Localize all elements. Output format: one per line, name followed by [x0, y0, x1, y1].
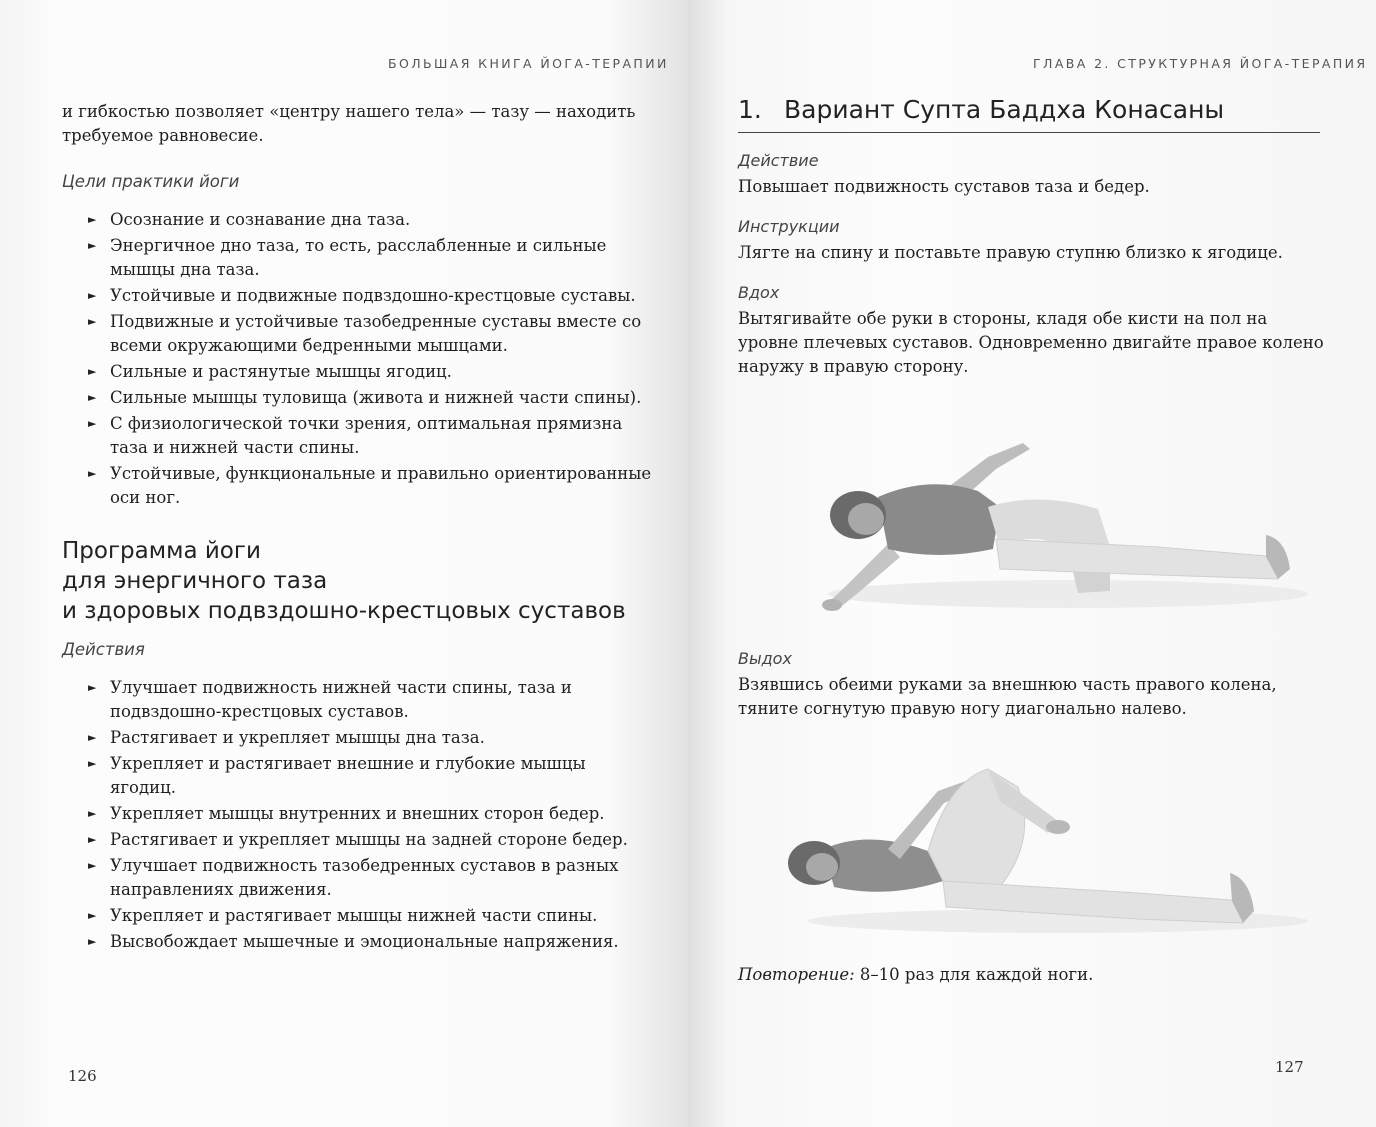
list-item: ► Улучшает подвижность нижней части спины, таза и подвздошно-крестцовых суставов.	[88, 678, 572, 721]
list-item: ► Растягивает и укрепляет мышцы на задней стороне бедер.	[110, 828, 652, 852]
bullet-icon: ►	[88, 909, 97, 922]
running-head-left: БОЛЬШАЯ КНИГА ЙОГА-ТЕРАПИИ	[388, 56, 669, 71]
bullet-icon: ►	[88, 365, 97, 378]
bullet-icon: ►	[88, 935, 97, 948]
action-heading: Действие	[738, 151, 819, 170]
bullet-icon: ►	[88, 807, 97, 820]
program-title-line-1: Программа йоги	[62, 538, 261, 564]
list-item: ► Подвижные и устойчивые тазобедренные суставы вместе со всеми окружающими бедренными мышцами.	[88, 312, 642, 355]
bullet-icon: ►	[88, 391, 97, 404]
list-item: ► Растягивает и укрепляет мышцы дна таза.	[110, 726, 652, 750]
actions-heading: Действия	[62, 640, 145, 659]
action-text: Повышает подвижность суставов таза и бедер.	[738, 177, 1150, 196]
exhale-text: Взявшись обеими руками за внешнюю часть правого колена, тяните согнутую правую ногу диагонально налево.	[738, 675, 1277, 718]
instructions-text: Лягте на спину и поставьте правую ступню близко к ягодице.	[738, 243, 1283, 262]
bullet-icon: ►	[88, 681, 97, 694]
list-item: ► Устойчивые и подвижные подвздошно-крестцовые суставы.	[110, 284, 652, 308]
left-page-body	[62, 100, 652, 956]
repetition-note	[738, 963, 1328, 987]
program-title-line-3: и здоровых подвздошно-крестцовых суставов	[62, 598, 626, 624]
yoga-pose-inhale-figure	[738, 379, 1328, 641]
repetition-label: Повторение:	[738, 965, 855, 984]
program-title	[62, 536, 652, 626]
goals-list	[62, 208, 652, 510]
bullet-icon: ►	[88, 417, 97, 430]
bullet-icon: ►	[88, 833, 97, 846]
bullet-icon: ►	[88, 859, 97, 872]
list-item: ► Осознание и сознавание дна таза.	[110, 208, 652, 232]
instructions-heading: Инструкции	[738, 217, 840, 236]
exercise-title	[738, 95, 1320, 133]
list-item: ► Улучшает подвижность тазобедренных суставов в разных направлениях движения.	[88, 856, 619, 899]
photo-exhale	[738, 721, 1328, 953]
actions-list	[62, 676, 652, 954]
running-head-right: ГЛАВА 2. СТРУКТУРНАЯ ЙОГА-ТЕРАПИЯ	[1033, 56, 1368, 71]
right-page	[688, 0, 1376, 1127]
list-item: ► Укрепляет мышцы внутренних и внешних сторон бедер.	[110, 802, 652, 826]
list-item: ► Высвобождает мышечные и эмоциональные напряжения.	[110, 930, 652, 954]
intro-paragraph: и гибкостью позволяет «центру нашего тела» — тазу — находить требуемое равновесие.	[62, 102, 636, 145]
program-title-line-2: для энергичного таза	[62, 568, 328, 594]
photo-inhale	[738, 379, 1328, 641]
list-item: ► Энергичное дно таза, то есть, расслабленные и сильные мышцы дна таза.	[88, 236, 607, 279]
exercise-number: 1.	[738, 95, 762, 124]
bullet-icon: ►	[88, 239, 97, 252]
inhale-heading: Вдох	[738, 283, 780, 302]
list-item: ► Укрепляет и растягивает внешние и глубокие мышцы ягодиц.	[88, 754, 586, 797]
inhale-text: Вытягивайте обе руки в стороны, кладя обе кисти на пол на уровне плечевых суставов. Одновременно двигайте правое колено наружу в правую сторону.	[738, 309, 1324, 376]
list-item: ► Сильные мышцы туловища (живота и нижней части спины).	[110, 386, 652, 410]
bullet-icon: ►	[88, 731, 97, 744]
repetition-text: 8–10 раз для каждой ноги.	[854, 965, 1094, 984]
right-page-body	[738, 95, 1328, 987]
list-item: ► С физиологической точки зрения, оптимальная прямизна таза и нижней части спины.	[88, 414, 623, 457]
exercise-name: Вариант Супта Баддха Конасаны	[784, 95, 1225, 124]
list-item: ► Укрепляет и растягивает мышцы нижней части спины.	[110, 904, 652, 928]
bullet-icon: ►	[88, 757, 97, 770]
goals-heading: Цели практики йоги	[62, 172, 240, 191]
bullet-icon: ►	[88, 467, 97, 480]
bullet-icon: ►	[88, 289, 97, 302]
list-item: ► Устойчивые, функциональные и правильно ориентированные оси ног.	[88, 464, 652, 507]
bullet-icon: ►	[88, 315, 97, 328]
yoga-pose-exhale-figure	[738, 721, 1328, 953]
list-item: ► Сильные и растянутые мышцы ягодиц.	[110, 360, 652, 384]
page-number-left: 126	[68, 1067, 97, 1085]
page-number-right: 127	[1275, 1058, 1304, 1076]
exhale-heading: Выдох	[738, 649, 792, 668]
bullet-icon: ►	[88, 213, 97, 226]
